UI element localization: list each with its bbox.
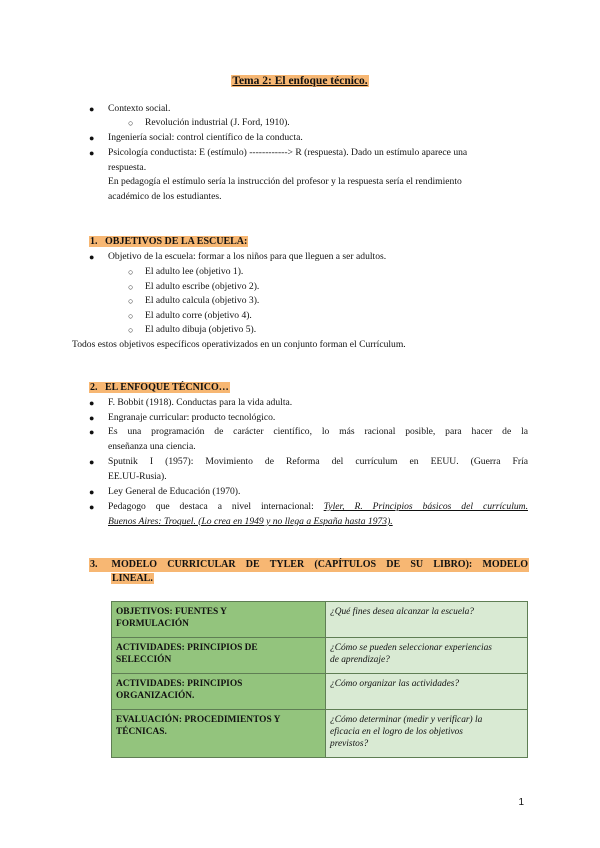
page-title: Tema 2: El enfoque técnico. xyxy=(232,75,368,87)
intro-bullet-2: Ingeniería social: control científico de la conducta. xyxy=(108,132,303,143)
circle-bullet-icon: ○ xyxy=(128,282,134,292)
bullet-icon: ● xyxy=(89,252,95,262)
intro-bullet-3-line1: Psicología conductista: E (estímulo) ------------> R (respuesta). Dado un estímulo aparece una xyxy=(108,147,468,158)
section-2-title: EL ENFOQUE TÉCNICO… xyxy=(105,382,229,393)
circle-bullet-icon: ○ xyxy=(128,118,134,128)
section-3-title-line2: LINEAL. xyxy=(112,573,153,584)
section-1-heading xyxy=(89,235,248,249)
table-cell-value: ¿Cómo organizar las actividades? xyxy=(326,674,528,710)
section-1-sub-5: El adulto dibuja (objetivo 5). xyxy=(145,324,257,335)
section-2-heading xyxy=(89,381,230,395)
section-2-bullet-4-line2: EE.UU-Rusia). xyxy=(108,470,167,482)
intro-bullet-3-line3: En pedagogía el estímulo sería la instrucción del profesor y la respuesta sería el rendimiento xyxy=(108,176,462,188)
section-1-sub-1: El adulto lee (objetivo 1). xyxy=(145,266,244,277)
tyler-reference-link[interactable]: Tyler, R. Principios básicos del currículum. xyxy=(323,501,528,512)
circle-bullet-icon: ○ xyxy=(128,325,134,335)
section-3-heading-line2 xyxy=(89,572,529,586)
section-3-title-line1: MODELO CURRICULAR DE TYLER (CAPÍTULOS DE SU LIBRO): MODELO xyxy=(111,559,528,570)
bullet-icon: ● xyxy=(89,427,95,437)
circle-bullet-icon: ○ xyxy=(128,311,134,321)
table-row xyxy=(112,710,528,758)
section-1-number: 1. xyxy=(90,236,98,247)
table-row xyxy=(112,638,528,674)
table-row xyxy=(112,602,528,638)
bullet-icon: ● xyxy=(89,457,95,467)
section-2-bullet-1: F. Bobbit (1918). Conductas para la vida adulta. xyxy=(108,397,293,408)
bullet-icon: ● xyxy=(89,487,95,497)
circle-bullet-icon: ○ xyxy=(128,267,134,277)
table-cell-key: OBJETIVOS: FUENTES Y FORMULACIÓN xyxy=(112,602,326,638)
section-2-bullet-4 xyxy=(108,455,528,484)
tyler-model-table xyxy=(111,601,528,758)
bullet-icon: ● xyxy=(89,133,95,143)
section-2-bullet-6 xyxy=(108,500,528,529)
intro-bullet-3-line2: respuesta. xyxy=(108,161,147,173)
section-1-sub-3: El adulto calcula (objetivo 3). xyxy=(145,295,260,306)
intro-bullet-1: Contexto social. xyxy=(108,103,171,114)
section-1-bullet-1: Objetivo de la escuela: formar a los niños para que lleguen a ser adultos. xyxy=(108,251,387,262)
table-cell-value: ¿Cómo determinar (medir y verificar) la eficacia en el logro de los objetivos previstos? xyxy=(326,710,528,758)
table-cell-value: ¿Cómo se pueden seleccionar experiencias de aprendizaje? xyxy=(326,638,528,674)
section-1-sub-4: El adulto corre (objetivo 4). xyxy=(145,310,252,321)
section-2-bullet-6-line1 xyxy=(108,500,528,515)
bullet-icon: ● xyxy=(89,502,95,512)
circle-bullet-icon: ○ xyxy=(128,296,134,306)
tyler-reference-link-line2[interactable]: Buenos Aires: Troquel. (Lo crea en 1949 y no llega a España hasta 1973). xyxy=(108,515,393,527)
section-3-number: 3. xyxy=(90,559,98,570)
intro-bullet-3 xyxy=(108,146,528,204)
section-2-bullet-4-line1: Sputnik I (1957): Movimiento de Reforma del currículum en EEUU. (Guerra Fría xyxy=(108,456,528,467)
section-2-bullet-3-line1: Es una programación de carácter científico, lo más racional posible, para hacer de la xyxy=(108,426,528,437)
section-1-closing: Todos estos objetivos específicos operativizados en un conjunto forman el Currículum. xyxy=(72,339,406,350)
table-cell-key: ACTIVIDADES: PRINCIPIOS DE SELECCIÓN xyxy=(112,638,326,674)
section-1-title: OBJETIVOS DE LA ESCUELA: xyxy=(105,236,248,247)
table-cell-key: EVALUACIÓN: PROCEDIMIENTOS Y TÉCNICAS. xyxy=(112,710,326,758)
section-3-heading xyxy=(89,558,529,586)
bullet-icon: ● xyxy=(89,398,95,408)
section-2-bullet-3-line2: enseñanza una ciencia. xyxy=(108,440,196,452)
bullet-icon: ● xyxy=(89,148,95,158)
bullet-icon: ● xyxy=(89,104,95,114)
section-2-bullet-5: Ley General de Educación (1970). xyxy=(108,486,241,497)
page-number: 1 xyxy=(518,797,524,808)
section-2-bullet-6-prefix: Pedagogo que destaca a nivel internacional: xyxy=(108,501,324,512)
section-2-number: 2. xyxy=(90,382,98,393)
section-1-sub-2: El adulto escribe (objetivo 2). xyxy=(145,281,260,292)
section-3-heading-line1 xyxy=(89,558,529,572)
section-2-bullet-3 xyxy=(108,425,528,454)
section-2-bullet-2: Engranaje curricular: producto tecnológico. xyxy=(108,412,276,423)
bullet-icon: ● xyxy=(89,413,95,423)
table-cell-key: ACTIVIDADES: PRINCIPIOS ORGANIZACIÓN. xyxy=(112,674,326,710)
table-row xyxy=(112,674,528,710)
intro-subbullet-1: Revolución industrial (J. Ford, 1910). xyxy=(145,117,290,128)
table-cell-value: ¿Qué fines desea alcanzar la escuela? xyxy=(326,602,528,638)
intro-bullet-3-line4: académico de los estudiantes. xyxy=(108,190,222,202)
